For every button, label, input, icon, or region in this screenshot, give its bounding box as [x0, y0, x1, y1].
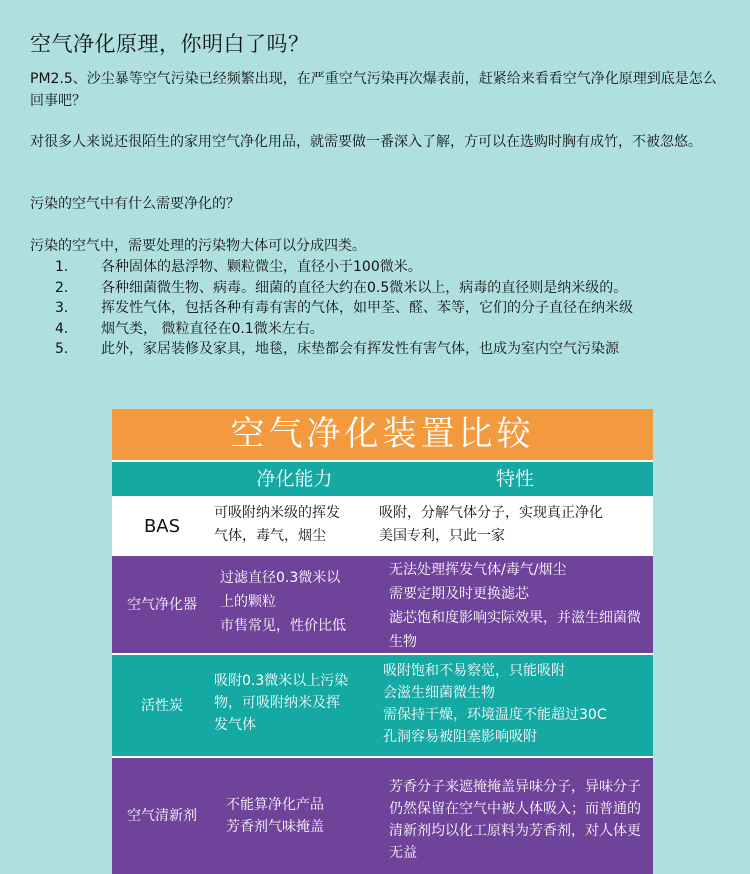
row-features — [377, 758, 653, 874]
feature-line: 滤芯饱和度影响实际效果，并滋生细菌微生物 — [389, 610, 641, 650]
row-name: 空气清新剂 — [127, 808, 197, 824]
intro-paragraph: PM2.5、沙尘暴等空气污染已经频繁出现，在严重空气污染再次爆表前，赶紧给来看看空气净化原理到底是怎么回事吧？ — [30, 71, 717, 109]
list-text: 各种固体的悬浮物、颗粒微尘，直径小于100微米。 — [101, 259, 422, 275]
list-number: 5. — [55, 341, 69, 357]
header-capability: 净化能力 — [256, 468, 333, 490]
table-row-air-freshener — [112, 756, 653, 874]
row-name: 空气净化器 — [127, 596, 197, 613]
row-name: 活性炭 — [141, 697, 183, 714]
table-row-air-purifier — [112, 554, 653, 653]
feature-line: 需要定期及时更换滤芯 — [389, 586, 529, 602]
capability-line: 芳香剂气味掩盖 — [226, 819, 324, 835]
question-paragraph: 污染的空气中有什么需要净化的？ — [30, 196, 240, 212]
feature-line: 孔洞容易被阻塞影响吸附 — [383, 729, 537, 745]
row-capability — [212, 556, 377, 653]
table-row-activated-carbon — [112, 653, 653, 756]
list-text: 挥发性气体，包括各种有毒有害的气体，如甲荃、醛、苯等，它们的分子直径在纳米级 — [101, 300, 633, 316]
capability-line: 不能算净化产品 — [226, 797, 324, 813]
table-title: 空气净化装置比较 — [112, 409, 653, 460]
categories-paragraph: 污染的空气中，需要处理的污染物大体可以分成四类。 — [30, 238, 366, 254]
list-text: 烟气类， 微粒直径在0.1微米左右。 — [101, 320, 324, 337]
page-title: 空气净化原理，你明白了吗？ — [30, 32, 310, 56]
capability-line: 市售常见，性价比低 — [220, 618, 346, 634]
capability-line: 物，可吸附纳米及挥 — [214, 695, 340, 711]
table-header — [112, 460, 653, 496]
capability-line: 可吸附纳米级的挥发 — [214, 505, 340, 521]
header-blank — [112, 462, 212, 496]
list-number: 3. — [55, 300, 69, 316]
list-item — [55, 339, 745, 360]
row-capability — [212, 498, 377, 554]
header-features: 特性 — [495, 468, 534, 490]
feature-line: 会滋生细菌微生物 — [383, 685, 495, 701]
list-text: 此外，家居装修及家具，地毯，床垫都会有挥发性有害气体，也成为室内空气污染源 — [101, 341, 619, 357]
table-row-bas — [112, 496, 653, 554]
list-item — [55, 298, 745, 319]
row-capability — [212, 655, 377, 756]
advice-paragraph: 对很多人来说还很陌生的家用空气净化用品，就需要做一番深入了解，方可以在选购时胸有成竹，不被忽悠。 — [30, 134, 702, 150]
list-text: 各种细菌微生物、病毒。细菌的直径大约在0.5微米以上，病毒的直径则是纳米级的。 — [101, 279, 628, 296]
row-features — [377, 556, 653, 653]
feature-line: 吸附，分解气体分子，实现真正净化 — [379, 505, 603, 521]
capability-line: 上的颗粒 — [220, 594, 276, 610]
feature-line: 芳香分子来遮掩掩盖异味分子，异味分子仍然保留在空气中被人体吸入；而普通的清新剂均以化工原料为芳香剂，对人体更无益 — [389, 779, 641, 861]
capability-line: 吸附0.3微米以上污染 — [214, 673, 349, 689]
list-item — [55, 278, 745, 299]
comparison-table — [112, 409, 653, 874]
capability-line: 发气体 — [214, 717, 256, 733]
feature-line: 美国专利，只此一家 — [379, 528, 505, 544]
feature-line: 吸附饱和不易察觉，只能吸附 — [383, 663, 565, 679]
list-item — [55, 257, 745, 278]
list-item — [55, 319, 745, 340]
row-capability — [212, 758, 377, 874]
capability-line: 气体，毒气，烟尘 — [214, 528, 326, 544]
pollutant-list — [55, 257, 745, 360]
row-features — [377, 498, 653, 554]
row-features — [377, 655, 653, 756]
row-name: BAS — [143, 515, 181, 537]
list-number: 4. — [55, 320, 69, 337]
list-number: 2. — [55, 279, 69, 296]
list-number: 1. — [55, 259, 69, 275]
capability-line: 过滤直径0.3微米以 — [220, 570, 341, 586]
feature-line: 需保持干燥，环境温度不能超过30C — [383, 707, 607, 723]
feature-line: 无法处理挥发气体/毒气/烟尘 — [389, 562, 567, 578]
